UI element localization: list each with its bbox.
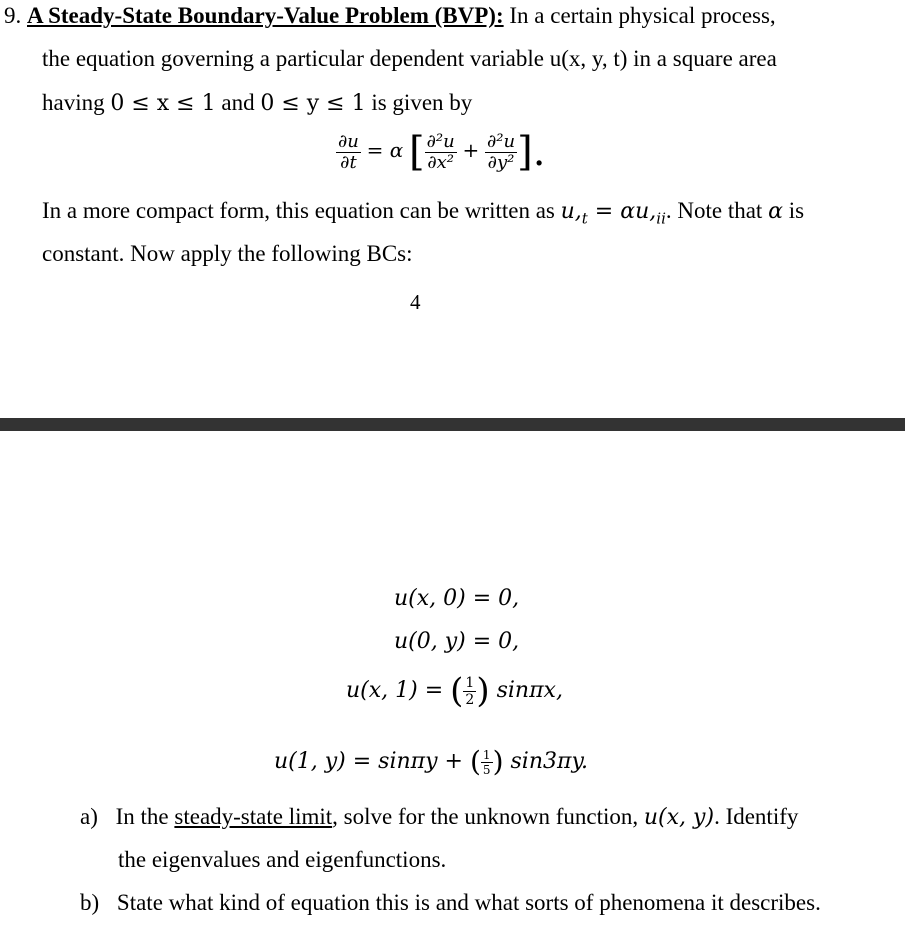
bc-3: u(x, 1) = ( $\frac{1}{2}$ ) sinπx,: [346, 671, 563, 711]
compact-form-line-2: constant. Now apply the following BCs:: [42, 241, 413, 266]
problem-title: A Steady-State Boundary-Value Problem (BVP):: [27, 3, 504, 28]
question-a: a) In the steady-state limit, solve for the unknown function, u(x, y). Identify: [80, 804, 799, 830]
governing-equation: $\frac{\partial u}{\partial t}$ = α [ $\frac{\text{∂²u}}{\text{∂x²}}$ + $\frac{\text{∂²u}}{\text{∂y²}}$ ].: [338, 129, 546, 175]
bc3-fraction: $\frac{1}{2}$: [465, 674, 475, 708]
problem-number: 9.: [4, 3, 22, 28]
bc-2: u(0, y) = 0,: [394, 629, 520, 654]
steady-state-limit-link: steady-state limit: [174, 804, 333, 829]
page-divider: [0, 418, 905, 431]
range-x: 0 ≤ x ≤ 1: [110, 91, 216, 116]
compact-form-line: In a more compact form, this equation can be written as $u,_t = \alpha u,_{ii}$. Note that α is: [42, 198, 805, 228]
problem-header: [4, 3, 776, 29]
bc-4: u(1, y) = sinπy + ( $\frac{1}{5}$ ) sin3πy.: [274, 745, 588, 778]
intro-tail: In a certain physical process,: [503, 3, 776, 28]
bc4-fraction: $\frac{1}{5}$: [482, 747, 491, 777]
question-a-line-2: the eigenvalues and eigenfunctions.: [118, 847, 447, 872]
term-y-fraction: $\frac{\text{∂²u}}{\text{∂y²}}$: [486, 130, 516, 173]
intro-line-2: the equation governing a particular dependent variable u(x, y, t) in a square area: [42, 46, 777, 71]
question-a-label: a): [80, 804, 98, 829]
intro-line-3: having 0 ≤ x ≤ 1 and 0 ≤ y ≤ 1 is given by: [42, 90, 473, 116]
range-y: 0 ≤ y ≤ 1: [260, 91, 366, 116]
bc-1: u(x, 0) = 0,: [394, 586, 520, 611]
lhs-fraction: $\frac{\partial u}{\partial t}$: [338, 130, 359, 173]
page-number: 4: [410, 290, 421, 314]
term-x-fraction: $\frac{\text{∂²u}}{\text{∂x²}}$: [426, 130, 455, 173]
question-b: b) State what kind of equation this is and what sorts of phenomena it describes.: [80, 890, 821, 915]
question-b-label: b): [80, 890, 100, 915]
